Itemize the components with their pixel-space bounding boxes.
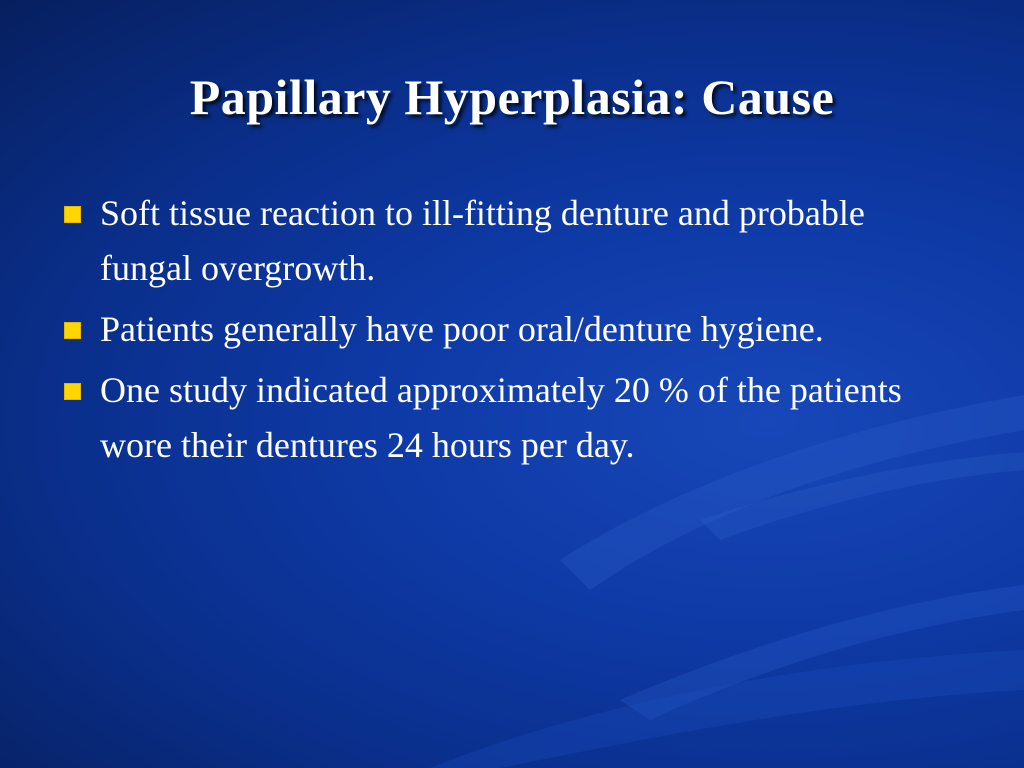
bullet-list [62,186,962,479]
bullet-text: One study indicated approximately 20 % of the patients wore their dentures 24 hours per day. [100,370,902,465]
bullet-text: Soft tissue reaction to ill-fitting denture and probable fungal overgrowth. [100,193,865,288]
square-bullet-icon [64,383,81,400]
list-item [62,186,962,296]
slide-title: Papillary Hyperplasia: Cause [189,69,835,125]
square-bullet-icon [64,206,81,223]
bullet-text: Patients generally have poor oral/denture hygiene. [100,309,824,349]
square-bullet-icon [64,322,81,339]
list-item [62,363,962,473]
list-item [62,302,962,357]
